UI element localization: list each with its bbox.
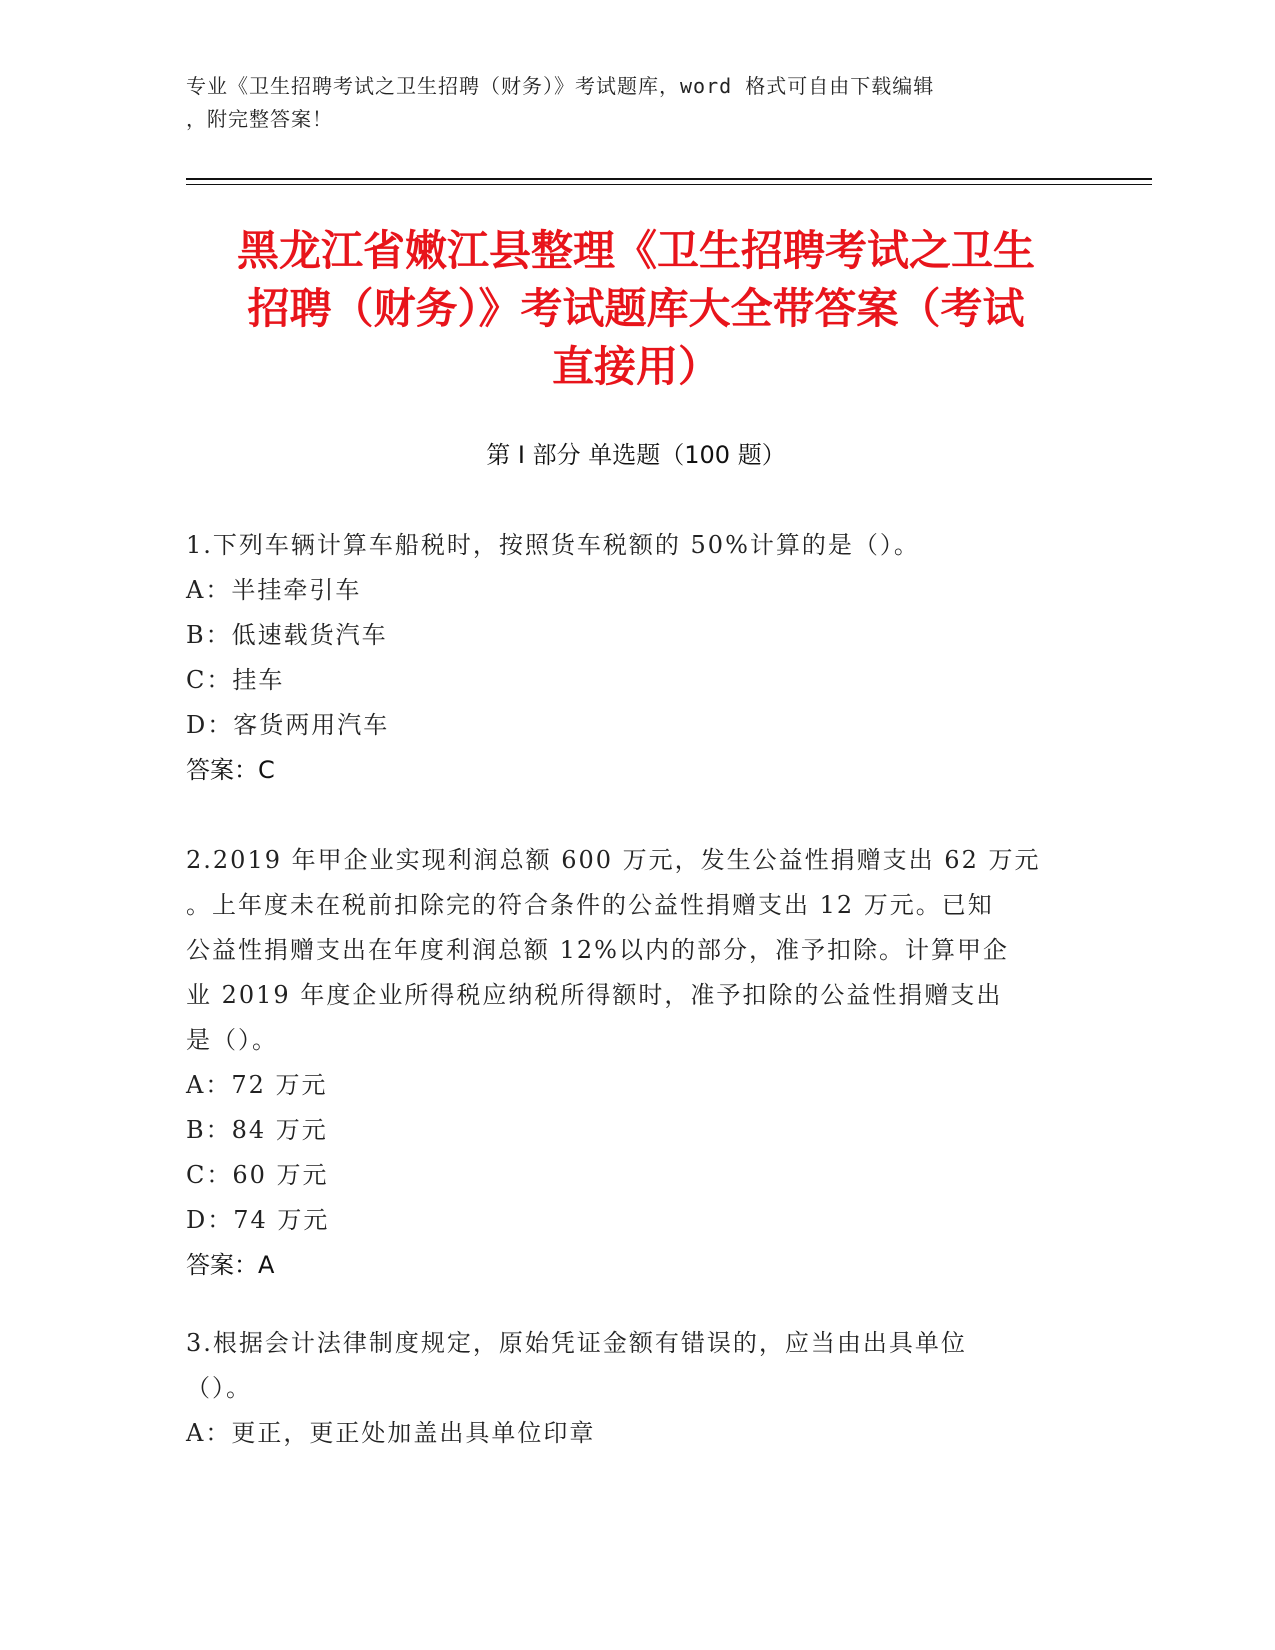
question-stem-line: 公益性捐赠支出在年度利润总额 12%以内的部分，准予扣除。计算甲企 (186, 936, 1009, 964)
question-stem-line: 是（）。 (186, 1026, 278, 1054)
question-stem-line: 2.2019 年甲企业实现利润总额 600 万元，发生公益性捐赠支出 62 万元 (186, 846, 1041, 874)
title-line-3: 直接用） (551, 342, 720, 391)
option-b: B：84 万元 (186, 1116, 328, 1144)
answer-line: 答案：C (186, 756, 275, 784)
option-a: A：更正，更正处加盖出具单位印章 (186, 1419, 596, 1447)
option-c: C：挂车 (186, 666, 285, 694)
header-note (186, 70, 1066, 136)
title-line-1: 黑龙江省嫩江县整理《卫生招聘考试之卫生 (236, 226, 1035, 275)
title-line-2: 招聘（财务）》考试题库大全带答案（考试 (247, 284, 1025, 333)
document-title (186, 222, 1086, 396)
option-a: A：72 万元 (186, 1071, 328, 1099)
header-divider-thin (186, 184, 1152, 185)
option-d: D：客货两用汽车 (186, 711, 390, 739)
question-1 (186, 523, 1086, 793)
section-heading: 第 I 部分 单选题（100 题） (486, 441, 786, 469)
option-b: B：低速载货汽车 (186, 621, 388, 649)
question-stem-line: 。上年度未在税前扣除完的符合条件的公益性捐赠支出 12 万元。已知 (186, 891, 994, 919)
option-a: A：半挂牵引车 (186, 576, 362, 604)
header-divider-thick (186, 178, 1152, 180)
question-3 (186, 1321, 1086, 1456)
option-c: C：60 万元 (186, 1161, 329, 1189)
question-stem-line: 业 2019 年度企业所得税应纳税所得额时，准予扣除的公益性捐赠支出 (186, 981, 1003, 1009)
option-d: D：74 万元 (186, 1206, 330, 1234)
question-stem-line: 1.下列车辆计算车船税时，按照货车税额的 50%计算的是（）。 (186, 531, 920, 559)
header-note-line-2: ，附完整答案！ (186, 107, 333, 131)
question-stem-line: （）。 (186, 1374, 252, 1402)
question-stem-line: 3.根据会计法律制度规定，原始凭证金额有错误的，应当由出具单位 (186, 1329, 967, 1357)
answer-line: 答案：A (186, 1251, 275, 1279)
question-2 (186, 838, 1086, 1288)
header-note-line-1: 专业《卫生招聘考试之卫生招聘（财务）》考试题库，word 格式可自由下载编辑 (186, 74, 935, 98)
